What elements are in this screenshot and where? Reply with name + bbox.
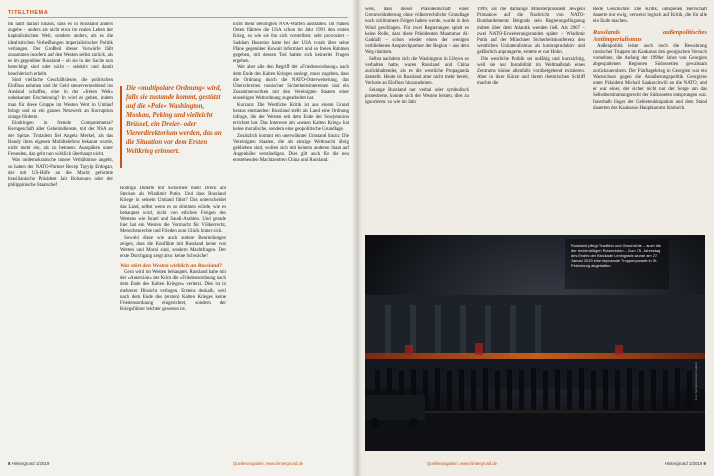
source-link[interactable]: Quellenangaben: www.hintergrund.de bbox=[427, 461, 498, 466]
paragraph: Rodrigo Duterte mit Sicherheit mehr Dreck am Stecken als Wladimir Putin. Und dass Russland Kriege in seinem Umland führt? Das unterscheidet das Land, selbst wenn es so stimmen würde, wie es behauptet wird, nicht von etlichen Freigen des Westens wie Israel und Saudi-Arabien. Und gerade hier hat ein Westen die Vormacht für Völkerrecht, Menschenrechte und Frieden zum Glück hinter sich. bbox=[120, 186, 226, 235]
paragraph: Außenpolitik leiste auch noch die Bewahrung russischer Truppen im Kaukasus den georgischen Versuch vornehme, die Anfang der 1990er Jahre von Georgien abgespaltenen Regionen Südossetien gewaltsam zurückzuerobern. Der Fünftagekrieg in Georgien war ein Warnschuss gegen die Annäherungspolitik Georgiens unter Präsident Michail Saakaschwili an die NATO, und er war einer, der sicher nicht nur der Sorge um das Selbstbestimmungsrecht der Südosseten entsprungen war. Innerhalb linger der Gebieteokkupation und dem Stand dauerten des Kaukasus-Hauptkamms hindurch. bbox=[593, 43, 707, 111]
paragraph: Die westliche Politik sei unfähig und kurzsichtig, weil sie nur Instabilität im Weltmaßstab eines Zentrums könne allenfalls vorübergehend existieren. Aber in ihrer Kürze und ihrem rhetorischen Schliff machte die bbox=[477, 56, 585, 87]
page-footer bbox=[665, 461, 706, 466]
parade-photo bbox=[365, 235, 705, 451]
page-footer bbox=[8, 461, 49, 466]
subheading: Russlands außenpolitisches Antiimperialismus bbox=[593, 28, 707, 44]
right-column-3 bbox=[593, 7, 707, 231]
left-column-2 bbox=[120, 186, 226, 450]
left-column-1 bbox=[8, 22, 113, 450]
right-column-2 bbox=[477, 7, 585, 231]
right-page bbox=[357, 0, 714, 476]
publication-name: Hintergrund 1/2019 bbox=[664, 461, 703, 466]
paragraph: tik läuft darauf hinaus, dass es in Russland anders zugehe – anders als nicht etwa im realen Leben der kapitalistischen Welt, sondern anders, als es die idealistischen Verheißungen imperialistischer Politik verlangen. Der Großteil dieser Vorwürfe fällt zusammen insofern auf den Westen selbst zurück, als es im gegenüber Russland – ob sie in der Sache nun berechtigt sind oder nicht – selektiv und damit heuchlerisch erhebt. bbox=[8, 22, 113, 77]
paragraph: Rede Geschichte: Die Kritik, umspielen Herrschaft dauerte nur ewig, verweist logisch auf Kritik, die für alle ein Ende machen. bbox=[593, 7, 707, 25]
paragraph: Sind vielfache Geschäftsleute, die politischen Einfluss nehmen und ihr Geld steuervermeidend ins Ausland schaffen, eine in der »freien Welt« unbekannte Erscheinung? In wird es gelten, indem man für diese Gruppe im Westen Wert in Umlauf bringt und so ein ganzes Netzwerk an Korruption zutage förderte. bbox=[8, 77, 113, 121]
publication-name: Hintergrund 1/2019 bbox=[11, 461, 50, 466]
page-number: 8 bbox=[8, 461, 11, 466]
left-column-3 bbox=[233, 22, 349, 450]
photo-caption: Russland pflegt Tradition und Geschichte – auch die der rechtmäßigen Rotarmisten – Zum 75. Jahrestag des Endes der Blockade Leningrads wurde am 27. Januar 2019 eine imposante Truppenparade in St. Petersburg abgehalten. bbox=[571, 243, 661, 269]
paragraph: Kurzum: Die Westliche Kritik ist aus einem Grund heraus entstanden: Russland stellt als Land eine Ordnung infrage, die der Westen seit dem Ende der Sowjetunion errichtet hat. Das Interesse am »neuen Kalten Krieg« hat keine moralische, sondern eine geopolitische Grundlage. bbox=[233, 102, 349, 133]
page-number: 9 bbox=[703, 461, 706, 466]
paragraph: Gern wird im Westen behauptet, Russland habe mit der »Annexion« der Krim die »Friedensordnung nach dem Ende des Kalten Krieges« verletzt. Dies ist in mehrerer Hinsicht verlogen. Erstens deshalb, weil nach dem Ende des (ersten) Kalten Krieges keine Friedensordnung eingerichtet, sondern der Kriegsführer leichter gewesen ist. bbox=[120, 270, 226, 313]
paragraph: Was undemokratische innere Verhältnisse angeht, so haben der NATO-Partner Recep Tayyip Erdogan, der mit US-Hilfe an die Macht geformte brasilianische Präsident Jair Bolsonaro oder der philippinische Staatschef bbox=[8, 158, 113, 189]
paragraph: weis, dass dieser Präsidentschaft einer Grenzveränderung ohne völkerrechtliche Grundlage noch schlimmere Folgen haben werde, wurde in den Wind geschlagen. Für zwei Regierungen spielt es keine Rolle, dass diese Präsidenten Muammar Al-Gaddafi – schon wieder einen der wenigen verbliebenen Ansprechpartner der Region – aus dem Weg räumten. bbox=[365, 7, 469, 56]
pull-quote-text: Die »multipolare Ordnung« wird, falls sie zustande kommt, gestützt auf die »Pole« Washington, Moskau, Peking und vielleicht Brüssel, ein Dreier- oder Viererdirektorium werden, das an die Situation vor dem Ersten Weltkrieg erinnert. bbox=[126, 85, 222, 155]
section-tag: TITELTHEMA bbox=[8, 10, 49, 16]
right-column-1 bbox=[365, 7, 469, 231]
paragraph: Wer aber alle den Begriff der »Friedensordnung« nach dem Ende des Kalten Krieges auslegt, muss zugeben, dass die Ordnung durch die NATO-Osterweiterung, das Überschreiten russischer Sicherheitsinteressen und ein Zusammenwirken mit den Vereinigten Staaten einer einseitigen Weltordnung zugearbeitet hat. bbox=[233, 65, 349, 102]
section-rule bbox=[8, 17, 348, 18]
photo-credit: Foto: Sputnik/Alexander Galperin bbox=[695, 361, 698, 400]
pull-quote-bar bbox=[120, 86, 122, 168]
paragraph: Solange Russland nur verbal oder symbolisch protestierte, konnte sich der Westen leisten, dies zu ignorieren: so wie im Jahr bbox=[365, 87, 469, 106]
paragraph: Selbst nachdem sich die Washington in Libyen so verhalten hatte, waren Russland und China zurückhaltender, als es die westliche Propaganda darstellt. Heute ist Russland aber nicht mehr bereit, Verluste an Einfluss hinzunehmen. bbox=[365, 56, 469, 87]
source-link[interactable]: Quellenangaben: www.hintergrund.de bbox=[233, 461, 304, 466]
subheading: Was stört den Westen wirklich an Russland? bbox=[120, 263, 222, 270]
paragraph: nicht mehr benötigten NVA-Waffen ausstatten. Im Nahen Osten führten die USA schon im Jahr 1991 den ersten Krieg, so wie sie ihn sich vorstellten: sehr provoziert – Saddam Husseins hatte bei der USA vorab über seine Pläne gegenüber Kuwait informiert und so freien Rahmen gegeben, mit dessen Tod hatten sich keinerlei Fragen ergeben. bbox=[233, 22, 349, 65]
spine-gutter bbox=[352, 0, 362, 476]
paragraph: Zusätzlich kommt ein unerwähnter Umstand hinzu: Die Vereinigten Staaten, die als einzige Weltmacht übrig geblieben sind, wollen sich mit keinem anderen Staat auf Augenhöhe verständigen. Dies gilt auch für die neu entstehenden Machtzentren China und Russland. bbox=[233, 133, 349, 164]
paragraph: 1999, als die damalige Ministerpräsident Jewgeni Primakow auf die Nachricht von NATO-Bombardements Belgrads sein Regierungsflugzeug mitten über dem Atlantik wenden ließ. Als 2007 – zwei NATO-Erweiterungsrunden später – Wladimir Putin auf der Münchner Sicherheitskonferenz den westlichen Unilateralismus als kontraproduktiv und gefährlich anprangerte, erntete er nur Hohn. bbox=[477, 7, 585, 56]
paragraph: Sowohl diese wie auch andere Beurteilungen zeigen, dass die Konflikte mit Russland keine von Werten und Moral sind, sondern Machtfragen. Der erste Durchgang zeigt also: keine Schwäche! bbox=[120, 235, 226, 260]
pull-quote bbox=[120, 74, 226, 180]
paragraph: Eindringen in fremde Computernetze? Kerngeschäft aller Geheimdienste, mit der NSA an der Spitze. Trotzdem fiel Angela Merkel, als das Handy ihres eigenen Mobiltelefons bekannt wurde, nicht mehr ein, als zu betonen: Ausspähen unter Freunden, das geht nun wirklich überhaupt nicht. bbox=[8, 121, 113, 158]
